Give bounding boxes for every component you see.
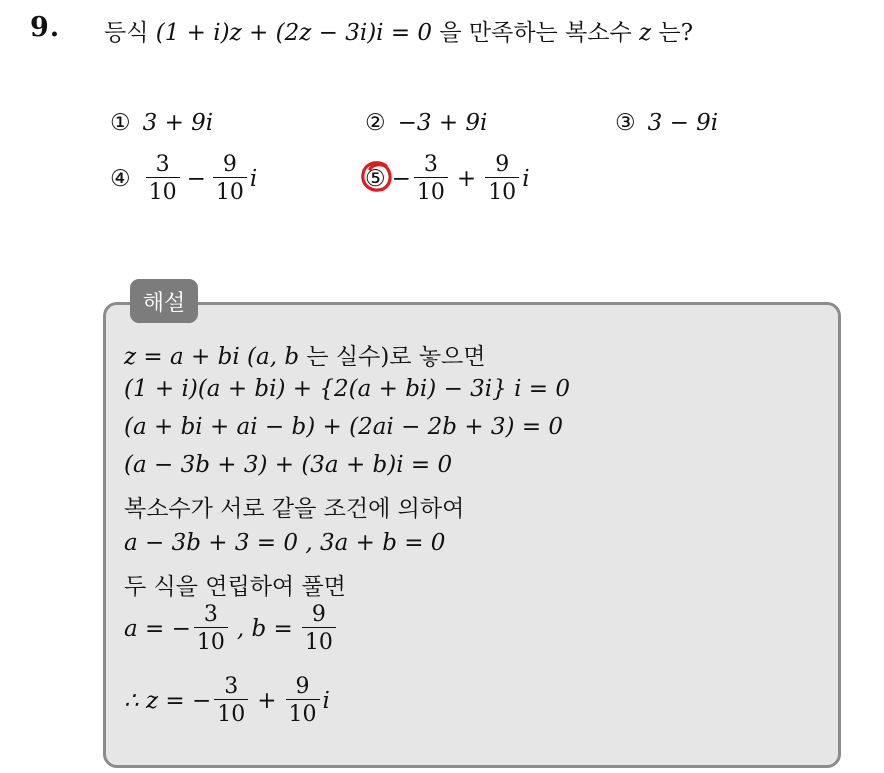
question-equation: (1 + i)z + (2z − 3i)i = 0	[155, 20, 433, 46]
question-variable: z	[639, 20, 652, 46]
fraction: $\frac{3}{10}$	[146, 152, 180, 206]
choice-5-number-wrap	[365, 166, 386, 192]
solution-line-4: (a − 3b + 3) + (3a + b)i = 0	[124, 452, 453, 478]
fraction: $\frac{9}{10}$	[485, 152, 519, 206]
fraction: $\frac{9}{10}$	[302, 602, 336, 656]
choice-3-number: ③	[615, 110, 636, 136]
fraction: $\frac{3}{10}$	[214, 674, 248, 728]
solution-line-6: a − 3b + 3 = 0 , 3a + b = 0	[124, 530, 446, 556]
choice-3[interactable]	[615, 110, 718, 136]
choice-1[interactable]	[110, 110, 213, 136]
choice-4-number: ④	[110, 165, 131, 192]
fraction: $\frac{3}{10}$	[414, 152, 448, 206]
fraction: $\frac{3}{10}$	[194, 602, 228, 656]
solution-line-3: (a + bi + ai − b) + (2ai − 2b + 3) = 0	[124, 414, 564, 440]
choice-5-expr: − $\frac{3}{10}$ + $\frac{9}{10}$ i	[391, 152, 530, 206]
choice-5-number: ⑤	[365, 165, 386, 192]
choice-4-expr: $\frac{3}{10}$ − $\frac{9}{10}$ i	[143, 152, 258, 206]
choice-3-expr: 3 − 9i	[647, 110, 719, 136]
choice-1-number: ①	[110, 110, 131, 136]
solution-tag: 해설	[130, 279, 198, 323]
choice-4[interactable]	[110, 152, 257, 206]
question-suffix: 는?	[658, 20, 694, 46]
question-text	[104, 14, 693, 47]
solution-line-2: (1 + i)(a + bi) + {2(a + bi) − 3i} i = 0	[124, 376, 570, 402]
solution-line-9: ∴ z = − $\frac{3}{10}$ + $\frac{9}{10}$ i	[124, 674, 330, 728]
choice-1-expr: 3 + 9i	[142, 110, 214, 136]
solution-line-5: 복소수가 서로 같을 조건에 의하여	[124, 496, 465, 522]
solution-line-1: z = a + bi (a, b 는 실수)로 놓으면	[124, 344, 486, 370]
choice-5[interactable]	[365, 152, 530, 206]
solution-line-7: 두 식을 연립하여 풀면	[124, 574, 346, 600]
question-mid: 을 만족하는 복소수	[439, 20, 632, 46]
choice-2-number: ②	[365, 110, 386, 136]
question-prefix: 등식	[104, 20, 149, 46]
fraction: $\frac{9}{10}$	[213, 152, 247, 206]
fraction: $\frac{9}{10}$	[286, 674, 320, 728]
choice-2[interactable]	[365, 110, 487, 136]
question-number: 9.	[30, 12, 61, 43]
choice-2-expr: −3 + 9i	[397, 110, 488, 136]
solution-line-8: a = − $\frac{3}{10}$ , b = $\frac{9}{10}$	[124, 602, 339, 656]
